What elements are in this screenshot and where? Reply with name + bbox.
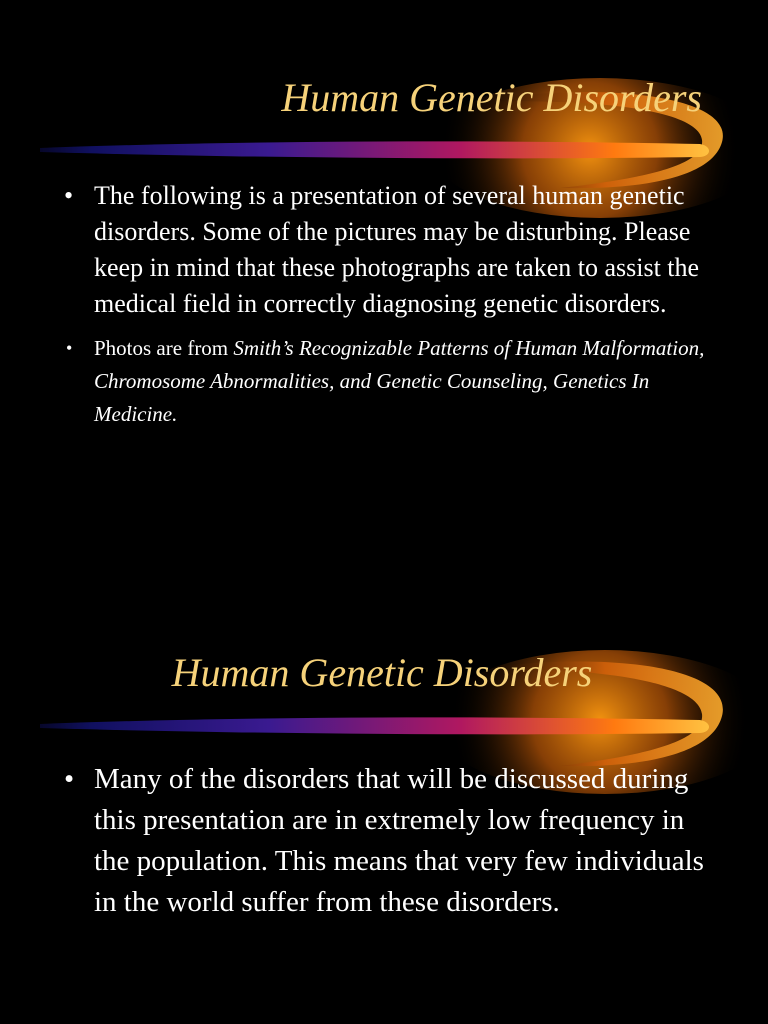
bullet-icon: •: [64, 181, 74, 210]
bullet-text-prefix: Photos are from: [94, 336, 234, 360]
slide-title: Human Genetic Disorders: [281, 75, 702, 120]
bullet-item: [64, 759, 714, 923]
bullet-text: The following is a presentation of several human genetic disorders. Some of the pictures may be disturbing. Please keep in mind that these photographs are taken to assist the medical field in correctly diagnosing genetic disorders.: [94, 181, 700, 318]
swoosh-bar: [40, 141, 709, 158]
bullet-icon: •: [64, 763, 75, 795]
bullet-text: Many of the disorders that will be discussed during this presentation are in extremely low frequency in the population. This means that very few individuals in the world suffer from these disorders.: [94, 763, 704, 918]
bullet-source-citation: Smith’s Recognizable Patterns of Human Malformation, Chromosome Abnormalities, and Genetic Counseling, Genetics In Medicine.: [94, 336, 705, 426]
slide-2: [0, 512, 768, 1024]
swoosh-bar: [40, 717, 709, 734]
bullet-item: [64, 332, 714, 431]
bullet-item: [64, 178, 714, 322]
bullet-icon: •: [66, 338, 73, 358]
bullet-list: [64, 759, 714, 923]
slide-title: Human Genetic Disorders: [171, 650, 593, 695]
bullet-list: [64, 178, 714, 431]
